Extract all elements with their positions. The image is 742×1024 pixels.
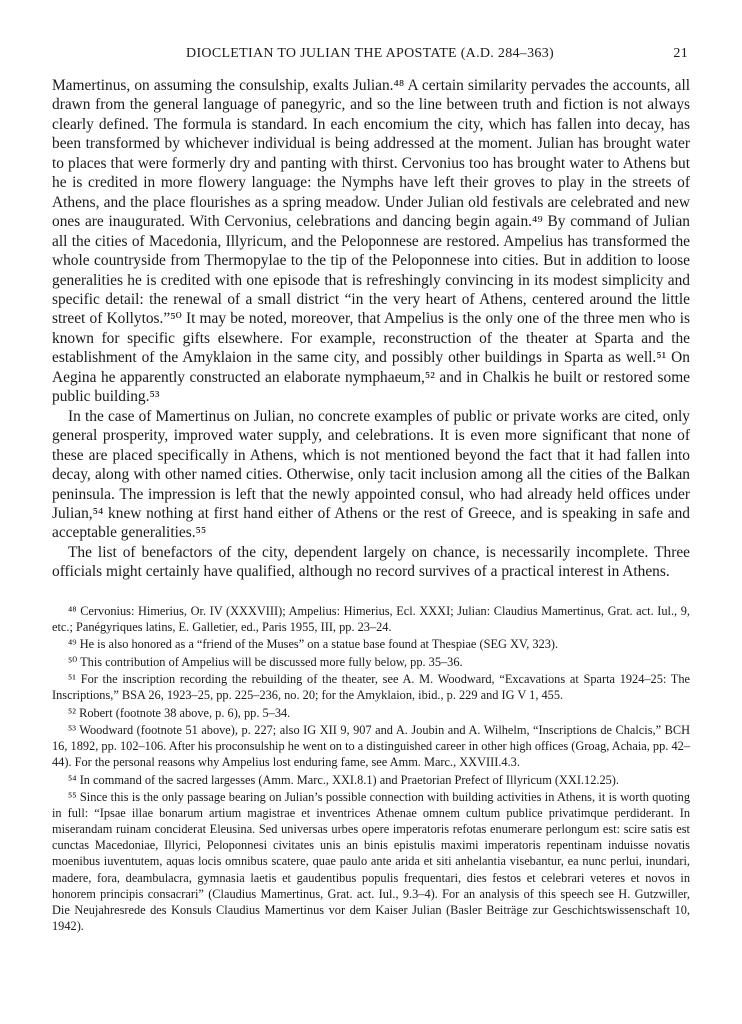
- footnote-51: ⁵¹ For the inscription recording the rebuilding of the theater, see A. M. Woodward, “Excavations at Sparta 1924–25: The Inscriptions,” BSA 26, 1923–25, pp. 225–236, no. 20; for the Amyklaion, ibid., p. 229 and IG V 1, 455.: [52, 672, 690, 703]
- main-text: [52, 76, 690, 582]
- footnote-52: ⁵² Robert (footnote 38 above, p. 6), pp. 5–34.: [68, 705, 291, 720]
- paragraph: Mamertinus, on assuming the consulship, exalts Julian.⁴⁸ A certain similarity pervades the accounts, all drawn from the general language of panegyric, and so the line between truth and fiction is not always clearly defined. The formula is standard. In each encomium the city, which has fallen into decay, has been transformed by whichever individual is being addressed at the moment. Julian has brought water to places that were formerly dry and panting with thirst. Cervonius too has brought water to Athens but he is credited in more flowery language: the Nymphs have left their groves to play in the streets of Athens, and the place flourishes as a spring meadow. Under Julian old festivals are celebrated and new ones are inaugurated. With Cervonius, celebrations and dancing begin again.⁴⁹ By command of Julian all the cities of Macedonia, Illyricum, and the Peloponnese are restored. Ampelius has transformed the whole countryside from Thermopylae to the tip of the Peloponnese into cities. But in addition to loose generalities he is credited with one episode that is refreshingly convincing in its modest simplicity and specific detail: the renewal of a small district “in the very heart of Athens, centered around the little street of Kollytos.”⁵⁰ It may be noted, moreover, that Ampelius is the only one of the three men who is known for specific gifts elsewhere. For example, reconstruction of the theater at Sparta and the establishment of the Amyklaion in the same city, and possibly other buildings in Sparta as well.⁵¹ On Aegina he apparently constructed an elaborate nymphaeum,⁵² and in Chalkis he built or restored some public building.⁵³: [52, 77, 690, 406]
- footnote-53: ⁵³ Woodward (footnote 51 above), p. 227; also IG XII 9, 907 and A. Joubin and A. Wilhelm, “Inscriptions de Chalcis,” BCH 16, 1892, pp. 102–106. After his proconsulship he went on to a distinguished career in other high offices (Groag, Achaia, pp. 42–44). For the personal reasons why Ampelius lost enduring fame, see Amm. Marc., XXVIII.4.3.: [52, 723, 690, 770]
- footnote-54: ⁵⁴ In command of the sacred largesses (Amm. Marc., XXI.8.1) and Praetorian Prefect of Illyricum (XXI.12.25).: [68, 772, 619, 787]
- footnote-48: ⁴⁸ Cervonius: Himerius, Or. IV (XXXVIII); Ampelius: Himerius, Ecl. XXXI; Julian: Claudius Mamertinus, Grat. act. Iul., 9, etc.; Panégyriques latins, E. Galletier, ed., Paris 1955, III, pp. 23–24.: [52, 604, 690, 635]
- footnote-55: ⁵⁵ Since this is the only passage bearing on Julian’s possible connection with building activities in Athens, it is worth quoting in full: “Ipsae illae bonarum artium magistrae et inventrices Athenae omnem cultum publice privatimque perdiderant. In miserandam ruinam conciderat Eleusina. Sed universas urbes opere imperatoris refotas enumerare perlongum est: scire satis est cunctas Macedoniae, Illyrici, Peloponnesi civitates unis an binis epistulis maximi imperatoris repentinam induisse novatis moenibus iuventutem, aquas locis omnibus scatere, quae paulo ante arida et siti anhelantia visebantur, ea nunc perlui, inundari, madere, fora, deambulacra, gymnasia laetis et gaudentibus populis frequentari, dies festos et celebrari veteres et novos in honorem principis consacrari” (Claudius Mamertinus, Grat. act. Iul., 9.3–4). For an analysis of this speech see H. Gutzwiller, Die Neujahresrede des Konsuls Claudius Mamertinus vor dem Kaiser Julian (Basler Beiträge zur Geschichtswissenschaft 10, 1942).: [52, 790, 690, 933]
- running-title: DIOCLETIAN TO JULIAN THE APOSTATE (A.D. 284–363): [186, 46, 554, 61]
- footnote-50: ⁵⁰ This contribution of Ampelius will be discussed more fully below, pp. 35–36.: [68, 654, 463, 669]
- running-header: [52, 46, 688, 66]
- page-number: 21: [673, 46, 688, 61]
- footnote-49: ⁴⁹ He is also honored as a “friend of the Muses” on a statue base found at Thespiae (SEG XV, 323).: [68, 637, 559, 652]
- paragraph: In the case of Mamertinus on Julian, no concrete examples of public or private works are cited, only general prosperity, improved water supply, and celebrations. It is even more significant that none of these are placed specifically in Athens, which is not mentioned beyond the fact that it had fallen into decay, along with other named cities. Otherwise, only tacit inclusion among all the cities of the Balkan peninsula. The impression is left that the newly appointed consul, who had already held offices under Julian,⁵⁴ knew nothing at first hand either of Athens or the rest of Greece, and is speaking in safe and acceptable generalities.⁵⁵: [52, 407, 690, 542]
- footnotes: [52, 603, 690, 934]
- paragraph: The list of benefactors of the city, dependent largely on chance, is necessarily incomplete. Three officials might certainly have qualified, although no record survives of a practical interest in Athens.: [52, 543, 690, 581]
